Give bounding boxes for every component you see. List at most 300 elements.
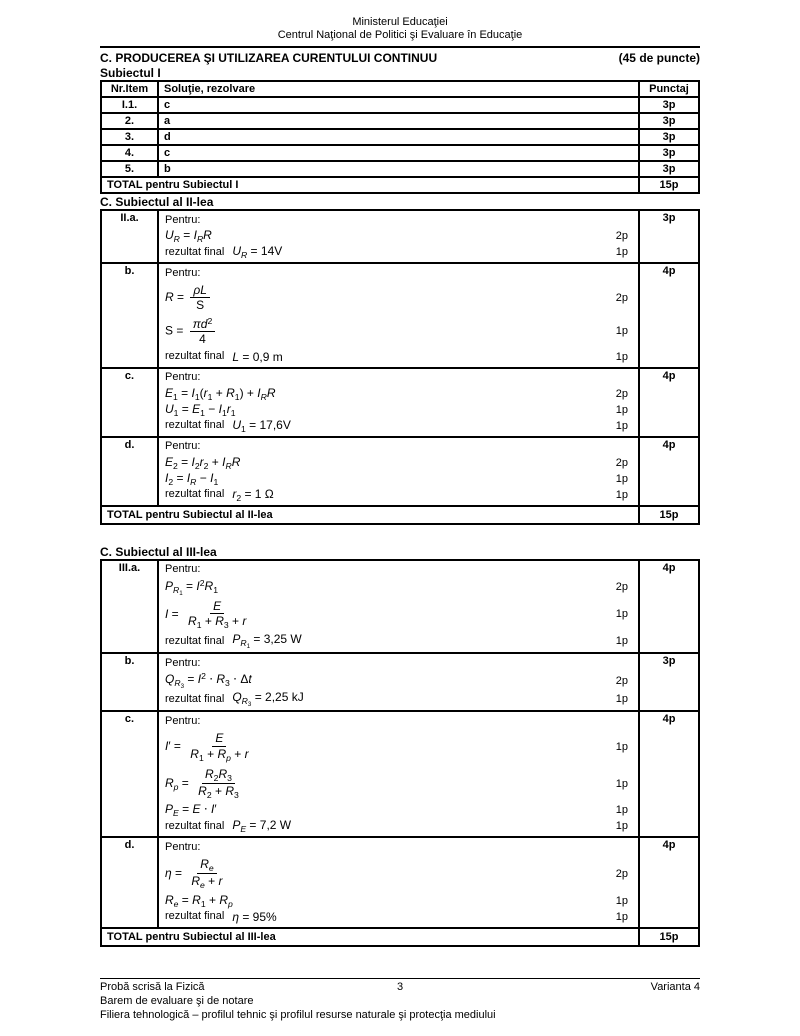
formula-token: I	[186, 470, 191, 485]
fraction-numerator	[190, 316, 216, 332]
formula-token: ⋅	[200, 802, 211, 817]
solution-cell	[158, 837, 639, 927]
formula-token: =	[177, 385, 192, 400]
header-rule	[100, 46, 700, 48]
formula-token: 2	[213, 772, 219, 783]
formula-token: =	[178, 401, 193, 416]
line-content	[165, 909, 277, 924]
formula-token: E	[215, 731, 224, 746]
formula-token: 0,9 m	[252, 349, 283, 364]
formula-token: R	[205, 766, 214, 781]
formula-token: =	[173, 470, 187, 485]
subscript	[228, 899, 233, 909]
line-points: 1p	[615, 693, 628, 706]
subscript	[209, 863, 214, 873]
solution-line	[165, 765, 628, 802]
formula-token: E	[173, 808, 179, 819]
line-label: Pentru:	[165, 371, 201, 384]
fraction-numerator	[202, 767, 235, 784]
line-content	[165, 802, 217, 818]
formula-token: I	[165, 606, 169, 621]
solution-line	[165, 471, 628, 487]
formula-token: R	[196, 234, 204, 245]
center-line: Centrul Naţional de Politici şi Evaluare în Educaţie	[277, 29, 523, 41]
formula-token: R	[216, 672, 226, 687]
formula-token: 2	[168, 476, 174, 487]
formula-token: =	[250, 632, 264, 647]
solution-line	[165, 713, 628, 729]
table-header-row	[101, 81, 699, 97]
formula-token: 3	[227, 772, 232, 783]
formula-token: 1	[200, 898, 206, 909]
subject1-tbody	[101, 81, 699, 193]
solution-cell	[158, 368, 639, 437]
line-points: 1p	[615, 350, 628, 363]
formula-token: −	[196, 470, 211, 485]
formula-token: R	[260, 391, 267, 402]
formula-token: U	[165, 401, 174, 416]
formula	[165, 893, 233, 909]
answer-row	[101, 97, 699, 113]
solution-line	[165, 893, 628, 909]
subject1-heading: Subiectul I	[100, 66, 161, 80]
formula-token: =	[239, 349, 253, 364]
result-prefix: rezultat final	[165, 634, 225, 647]
formula-token: =	[184, 672, 198, 687]
subject3-heading: C. Subiectul al III-lea	[100, 544, 217, 559]
formula-token: 2	[236, 492, 242, 503]
solution-line	[165, 655, 628, 671]
item-cell: c.	[101, 368, 158, 437]
section-title-row	[100, 51, 700, 65]
formula	[232, 818, 291, 834]
line-content	[165, 893, 233, 909]
line-points: 2p	[615, 867, 628, 880]
answer-cell: a	[158, 113, 639, 129]
formula-token: p	[227, 898, 233, 909]
line-content	[165, 765, 245, 802]
formula-token: 3	[225, 678, 230, 689]
formula-token: +	[212, 385, 227, 400]
line-points: 1p	[615, 635, 628, 648]
answer-row	[101, 129, 699, 145]
formula	[165, 597, 252, 632]
formula-token: E	[165, 385, 174, 400]
formula-token: P	[165, 802, 174, 817]
subscript	[213, 585, 218, 595]
solution-row	[101, 653, 699, 711]
line-content	[165, 349, 283, 364]
formula	[165, 729, 255, 764]
subscript	[213, 477, 218, 487]
line-content	[165, 281, 213, 314]
answer-row	[101, 113, 699, 129]
line-label: Pentru:	[165, 563, 201, 576]
formula-token: R	[218, 766, 228, 781]
formula-token: 1	[230, 407, 236, 418]
formula-token: ⋅	[229, 672, 241, 687]
subject-total-row	[101, 506, 699, 524]
answer-cell: c	[158, 145, 639, 161]
line-content	[165, 632, 302, 650]
formula-token: +	[228, 613, 243, 628]
formula-token: R	[215, 613, 224, 628]
formula-token: =	[178, 802, 193, 817]
fraction-denominator	[188, 874, 225, 890]
line-content	[165, 228, 212, 244]
answer-row	[101, 161, 699, 177]
formula-token: =	[168, 606, 183, 621]
item-cell: 3.	[101, 129, 158, 145]
formula-token: 2	[199, 577, 205, 588]
formula-token: R	[165, 289, 174, 304]
formula-token: L	[200, 283, 207, 298]
formula-token: 2	[207, 316, 213, 327]
line-label: Pentru:	[165, 656, 201, 669]
row-total-points: 4p	[639, 711, 699, 837]
line-content	[165, 244, 282, 260]
formula-token: 1	[234, 391, 240, 402]
formula-token: r	[242, 613, 247, 628]
formula-token: +	[211, 784, 226, 799]
solution-line	[165, 386, 628, 402]
solution-cell	[158, 560, 639, 654]
formula-token: +	[204, 874, 219, 889]
line-points: 2p	[615, 230, 628, 242]
result-prefix: rezultat final	[165, 692, 225, 705]
points-cell: 3p	[639, 113, 699, 129]
formula-token: 1	[213, 476, 219, 487]
formula-token: e	[200, 880, 205, 891]
formula	[232, 418, 291, 434]
result-prefix: rezultat final	[165, 350, 225, 363]
line-label: Pentru:	[165, 266, 201, 279]
line-points: 2p	[615, 581, 628, 594]
solution-row	[101, 210, 699, 263]
subject1-table	[100, 80, 700, 194]
item-cell: b.	[101, 263, 158, 368]
formula-token: 17,6V	[259, 417, 291, 432]
line-points: 1p	[615, 472, 628, 485]
formula-token: =	[173, 289, 188, 304]
subject2-tbody	[101, 210, 699, 524]
solution-line	[165, 578, 628, 597]
points-cell: 3p	[639, 129, 699, 145]
formula-token: =	[179, 228, 194, 242]
item-cell: II.a.	[101, 210, 158, 263]
formula-token: =	[178, 892, 193, 907]
line-content	[165, 690, 304, 708]
line-content	[165, 487, 274, 503]
solution-line	[165, 802, 628, 818]
formula-token: Q	[232, 690, 242, 705]
solution-line	[165, 632, 628, 650]
answer-cell: d	[158, 129, 639, 145]
line-points: 1p	[615, 741, 628, 754]
subscript	[240, 638, 251, 651]
solution-line	[165, 370, 628, 386]
points-cell: 3p	[639, 161, 699, 177]
section-points: (45 de puncte)	[618, 51, 700, 65]
formula-token: 3	[247, 701, 252, 709]
item-cell: c.	[101, 711, 158, 837]
column-header: Nr.Item	[101, 81, 158, 97]
solution-line	[165, 314, 628, 348]
formula-token: R	[165, 775, 174, 790]
formula	[232, 690, 303, 708]
formula-token: R	[192, 892, 201, 907]
formula-token: I	[165, 470, 169, 485]
formula-token: 7,2 W	[259, 818, 292, 833]
formula-token: P	[165, 578, 174, 593]
solution-line	[165, 455, 628, 471]
row-total-points: 3p	[639, 210, 699, 263]
formula-token: +	[230, 746, 245, 761]
formula-token: Δ	[240, 672, 249, 687]
formula-token: e	[208, 863, 214, 874]
solution-line	[165, 909, 628, 925]
answer-cell: b	[158, 161, 639, 177]
subject-total-row	[101, 928, 699, 946]
formula-token: I	[257, 385, 261, 400]
line-points: 1p	[615, 910, 628, 923]
page-footer	[100, 978, 700, 1036]
solution-row	[101, 837, 699, 927]
formula-token: +	[205, 892, 220, 907]
line-label: Pentru:	[165, 840, 201, 853]
points-cell: 3p	[639, 97, 699, 113]
line-points: 1p	[615, 419, 628, 432]
formula-token: U	[165, 228, 174, 242]
row-total-points: 4p	[639, 368, 699, 437]
formula-token: 1	[173, 391, 178, 402]
total-label: TOTAL pentru Subiectul al II-lea	[101, 506, 639, 524]
line-content	[165, 671, 252, 690]
formula-token: I	[210, 802, 215, 817]
solution-line	[165, 839, 628, 855]
result-prefix: rezultat final	[165, 419, 225, 432]
line-points: 1p	[615, 246, 628, 259]
total-points: 15p	[639, 177, 699, 193]
fraction	[185, 599, 249, 630]
result-prefix: rezultat final	[165, 488, 225, 501]
formula-token: =	[246, 818, 260, 833]
formula-token: 2,25 kJ	[265, 690, 304, 705]
formula-token: I	[165, 739, 169, 754]
line-points: 1p	[615, 403, 628, 416]
line-label: Pentru:	[165, 213, 201, 226]
formula-token: 1	[240, 423, 246, 434]
fraction	[190, 316, 216, 346]
formula-token: R	[219, 892, 228, 907]
formula	[165, 765, 245, 802]
line-points: 1p	[615, 325, 628, 338]
formula-token: e	[173, 898, 179, 909]
formula	[232, 910, 276, 924]
formula-token: R	[241, 696, 248, 707]
solution-cell	[158, 210, 639, 263]
formula-token: R	[226, 385, 235, 400]
solution-cell	[158, 263, 639, 368]
solution-cell	[158, 711, 639, 837]
formula-token: 2	[203, 460, 209, 471]
item-cell: I.1.	[101, 97, 158, 113]
formula	[165, 578, 218, 597]
formula-token: =	[182, 578, 197, 593]
formula-token: p	[173, 781, 179, 792]
formula-token: =	[171, 866, 186, 881]
formula-token: ′	[214, 802, 217, 817]
formula	[232, 487, 273, 503]
footer-barem-line: Barem de evaluare şi de notare	[100, 995, 254, 1007]
formula-token: R	[231, 454, 241, 469]
line-content	[165, 418, 291, 434]
formula-token: =	[247, 244, 261, 259]
subscript	[231, 408, 236, 418]
subscript	[241, 696, 252, 709]
formula-token: I	[191, 385, 195, 400]
line-content	[165, 471, 218, 487]
subject2-table	[100, 209, 700, 525]
formula-token: 3	[180, 683, 185, 691]
line-points: 1p	[615, 804, 628, 817]
doc-header	[100, 16, 700, 42]
formula-token: 4	[199, 332, 206, 347]
solution-line	[165, 671, 628, 690]
formula-token: 1	[200, 407, 205, 418]
formula-token: R	[203, 228, 212, 242]
footer-exam-name: Probă scrisă la Fizică	[100, 981, 205, 993]
formula	[232, 632, 301, 650]
formula-token: R	[174, 678, 181, 689]
formula-token: R	[190, 476, 197, 487]
subject3-tbody	[101, 560, 699, 946]
column-header: Soluţie, rezolvare	[158, 81, 639, 97]
formula-token: π	[192, 317, 201, 332]
fraction-numerator	[190, 283, 210, 298]
formula-token: 3,25 W	[263, 632, 302, 647]
solution-line	[165, 228, 628, 244]
subscript	[174, 678, 185, 691]
fraction	[195, 767, 242, 800]
solution-line	[165, 265, 628, 281]
fraction-numerator	[212, 731, 226, 746]
row-total-points: 4p	[639, 837, 699, 927]
total-points: 15p	[639, 928, 699, 946]
formula-token: 1	[179, 589, 183, 597]
formula-token: 2	[173, 460, 178, 471]
solution-line	[165, 597, 628, 632]
line-content	[165, 386, 276, 402]
solution-line	[165, 402, 628, 418]
formula	[165, 671, 252, 690]
fraction-denominator	[185, 614, 249, 630]
formula-token: I	[197, 672, 202, 687]
formula-token: (	[199, 385, 204, 400]
formula-token: I	[210, 470, 214, 485]
formula-token: P	[232, 818, 241, 833]
formula-token: E	[192, 802, 201, 817]
formula-token: 1	[196, 619, 202, 630]
formula-token: R	[266, 385, 276, 400]
line-content	[165, 578, 218, 597]
formula-token: p	[226, 752, 231, 763]
formula-token: 2	[206, 790, 212, 801]
fraction-denominator	[187, 747, 251, 763]
line-points: 2p	[615, 456, 628, 469]
formula-token: R	[225, 784, 234, 799]
formula	[165, 402, 236, 418]
answer-cell: c	[158, 97, 639, 113]
formula-token: η	[165, 866, 172, 881]
formula-token: r	[199, 454, 204, 469]
formula	[165, 471, 218, 487]
line-points: 2p	[615, 674, 628, 687]
formula-token: ⋅	[205, 672, 217, 687]
solution-line	[165, 855, 628, 892]
formula-token: +	[203, 746, 218, 761]
solution-cell	[158, 437, 639, 506]
formula-token: P	[232, 632, 241, 647]
solution-line	[165, 818, 628, 834]
formula-token: I	[193, 228, 197, 242]
formula-token: 2	[201, 671, 206, 682]
formula	[232, 244, 282, 260]
solution-line	[165, 690, 628, 708]
section-title: C. PRODUCEREA ŞI UTILIZAREA CURENTULUI CONTINUU	[100, 51, 438, 65]
formula-token: ′	[168, 739, 171, 754]
formula-token: d	[200, 317, 208, 332]
subject3-table	[100, 559, 700, 947]
item-cell: d.	[101, 837, 158, 927]
fraction	[187, 731, 251, 762]
formula-token: 1	[222, 407, 227, 418]
formula-token: 3	[233, 790, 239, 801]
solution-line	[165, 729, 628, 764]
formula-token: 1	[173, 407, 179, 418]
formula-token: =	[238, 909, 253, 924]
formula-token: 1 Ω	[254, 486, 274, 501]
formula-token: +	[208, 454, 223, 469]
line-points: 1p	[615, 488, 628, 501]
subject2-heading: C. Subiectul al II-lea	[100, 195, 214, 209]
formula-token: 1	[207, 391, 213, 402]
formula-token: 95%	[252, 909, 277, 924]
line-label: Pentru:	[165, 440, 201, 453]
formula-token: S	[196, 298, 205, 313]
formula-token: R	[188, 613, 197, 628]
formula	[165, 228, 212, 244]
row-total-points: 3p	[639, 653, 699, 711]
formula-token: 2	[194, 460, 200, 471]
formula-token: R	[173, 234, 180, 245]
formula-token: η	[232, 909, 239, 924]
formula-token: E	[165, 454, 174, 469]
formula-token: r	[244, 746, 249, 761]
formula-token: =	[178, 775, 193, 790]
solution-cell	[158, 653, 639, 711]
solution-line	[165, 439, 628, 455]
formula-token: R	[198, 784, 207, 799]
formula-token: S	[165, 323, 174, 338]
superscript	[207, 316, 212, 326]
formula-token: t	[248, 672, 252, 687]
solution-row	[101, 368, 699, 437]
solution-line	[165, 212, 628, 228]
formula-token: −	[204, 401, 219, 416]
formula-token: =	[245, 417, 260, 432]
line-content	[165, 855, 229, 892]
